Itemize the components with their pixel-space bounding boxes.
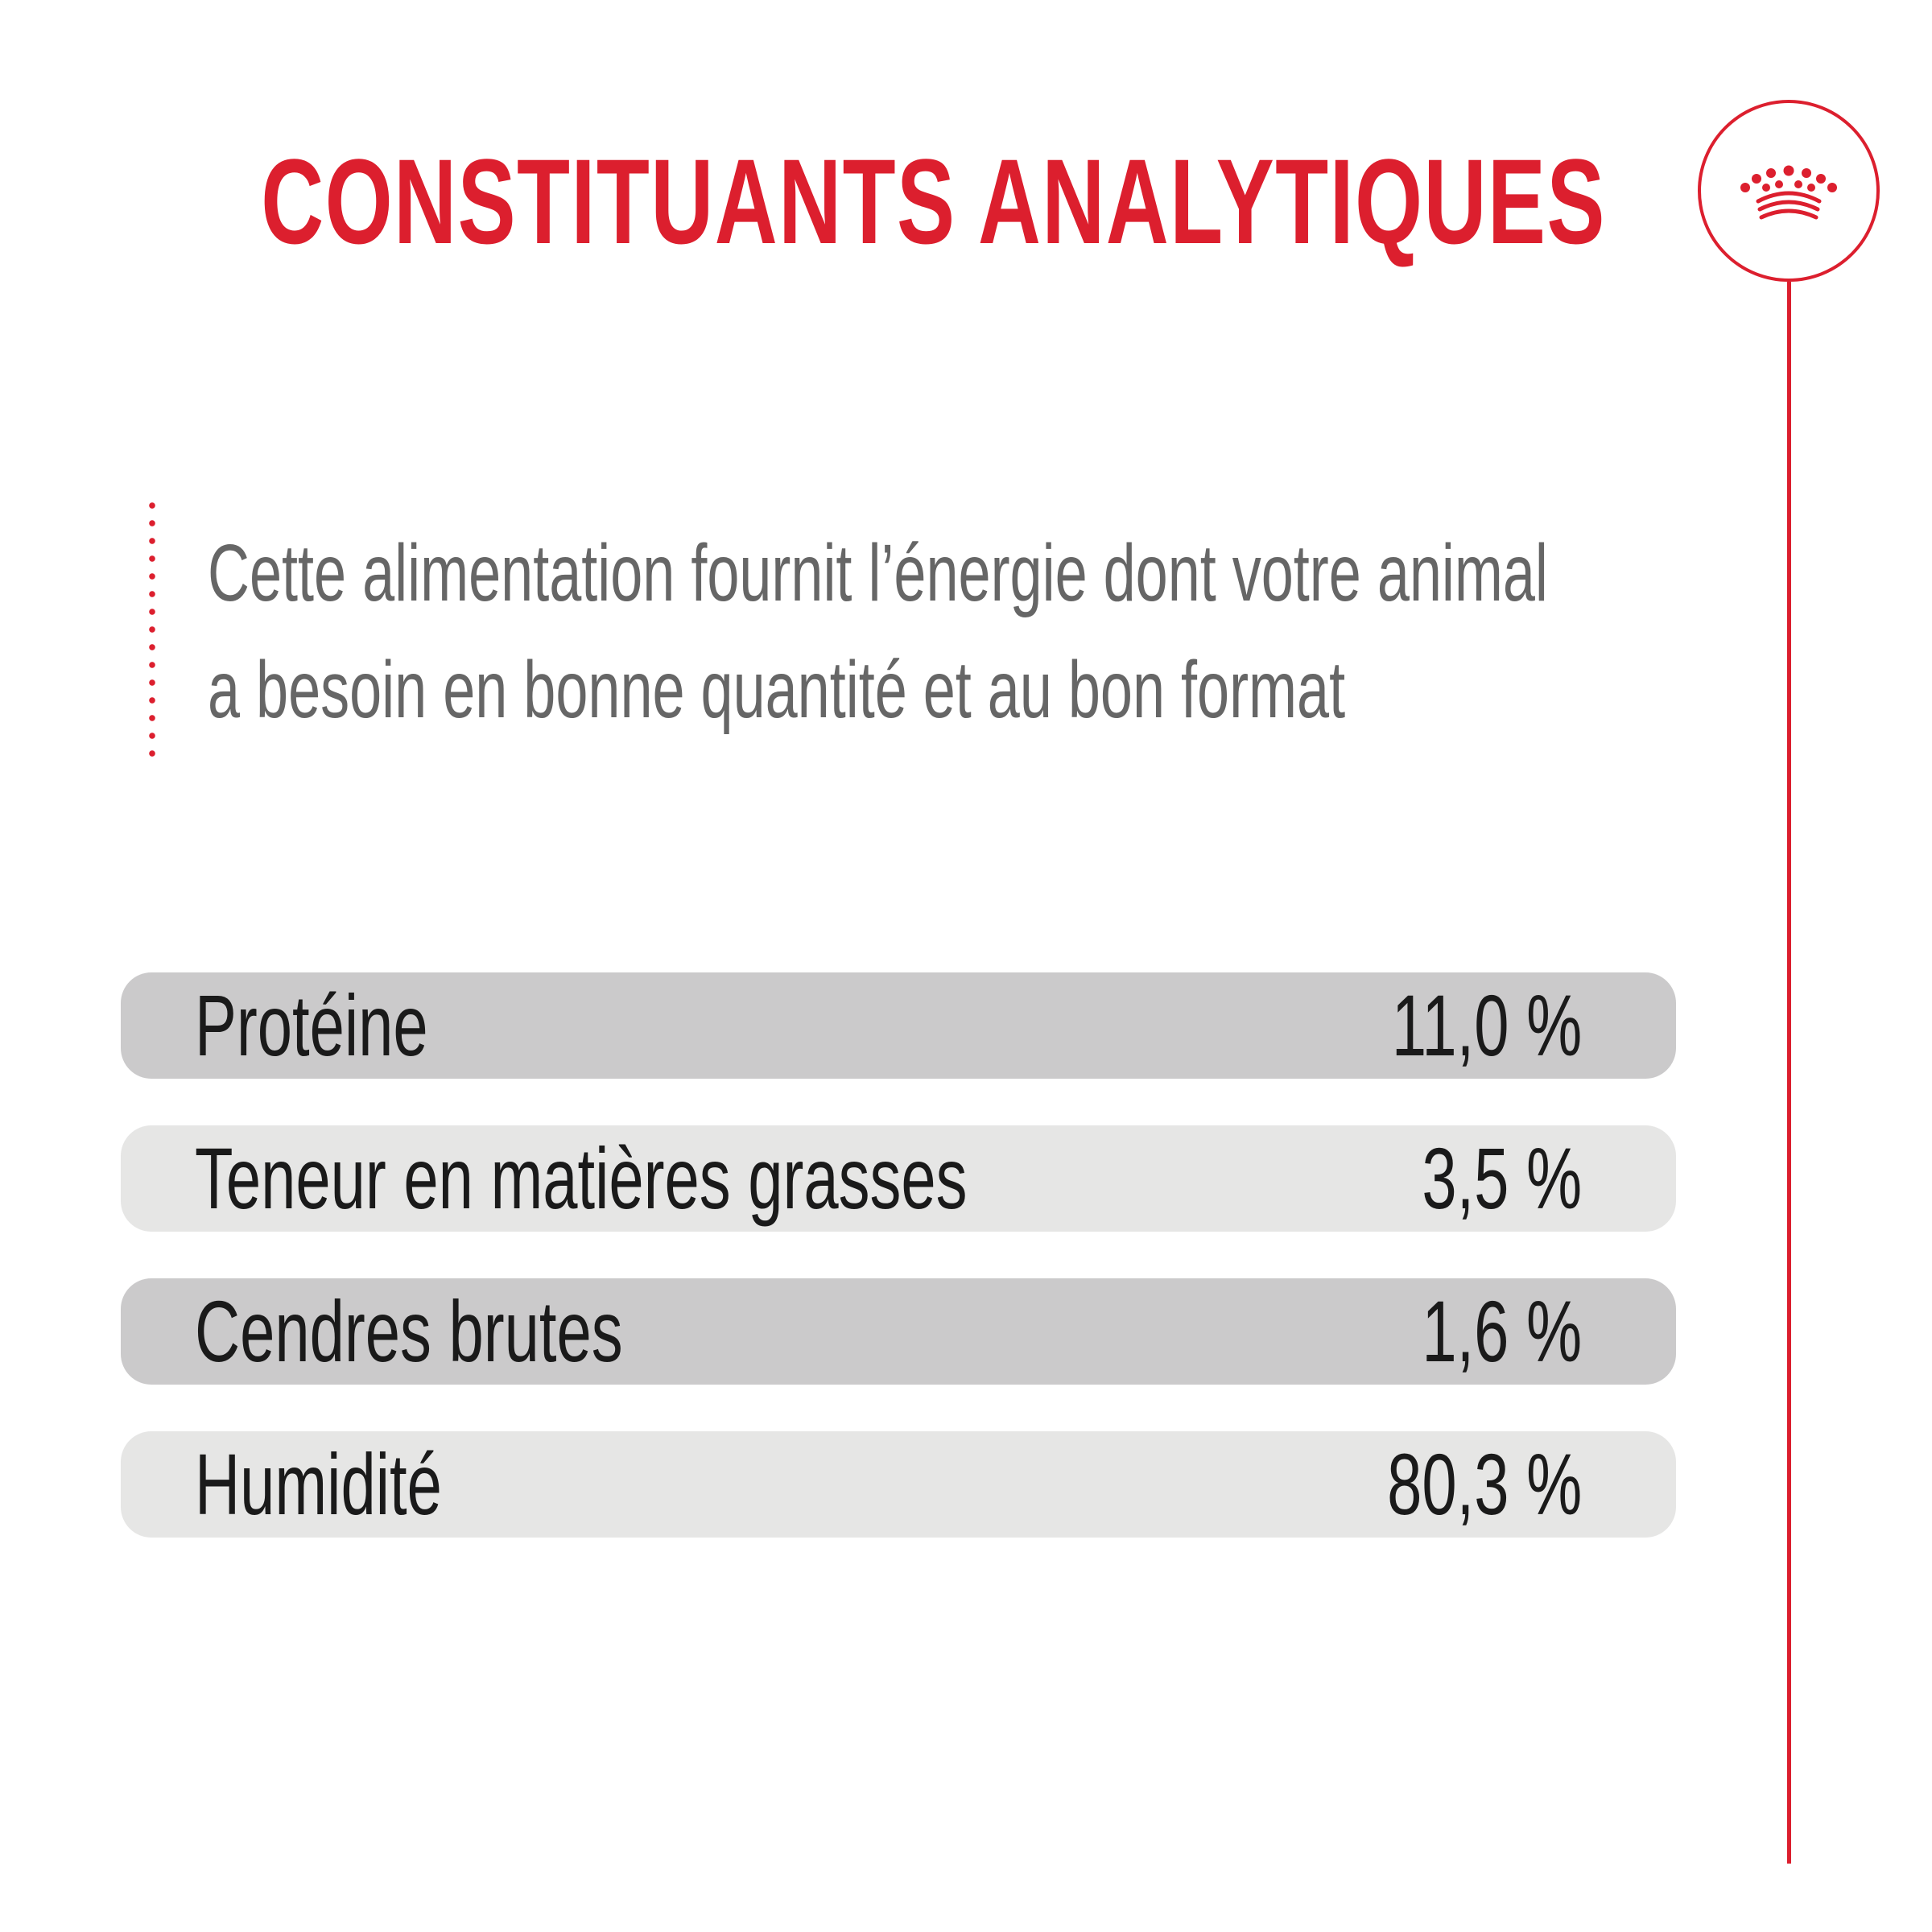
constituent-value: 1,6 % [1422, 1282, 1582, 1380]
constituent-label: Humidité [195, 1435, 442, 1533]
decorative-vertical-line [1787, 282, 1791, 1864]
intro-line-2: a besoin en bonne quantité et au bon format [208, 645, 1346, 735]
intro-text [208, 515, 1715, 749]
constituent-value: 11,0 % [1391, 976, 1582, 1074]
table-row [121, 972, 1676, 1079]
page-title: CONSTITUANTS ANALYTIQUES [261, 134, 1606, 269]
table-row [121, 1278, 1676, 1385]
brand-logo [1698, 100, 1880, 282]
constituent-label: Teneur en matières grasses [195, 1129, 968, 1227]
crown-icon [1734, 161, 1843, 225]
constituent-value: 80,3 % [1386, 1435, 1582, 1533]
intro-line-1: Cette alimentation fournit l’énergie dont votre animal [208, 528, 1548, 618]
constituent-value: 3,5 % [1422, 1129, 1582, 1227]
constituents-table [121, 972, 1676, 1584]
decorative-dotted-line [149, 497, 155, 762]
constituent-label: Protéine [195, 976, 428, 1074]
constituent-label: Cendres brutes [195, 1282, 623, 1380]
table-row [121, 1125, 1676, 1232]
table-row [121, 1431, 1676, 1538]
